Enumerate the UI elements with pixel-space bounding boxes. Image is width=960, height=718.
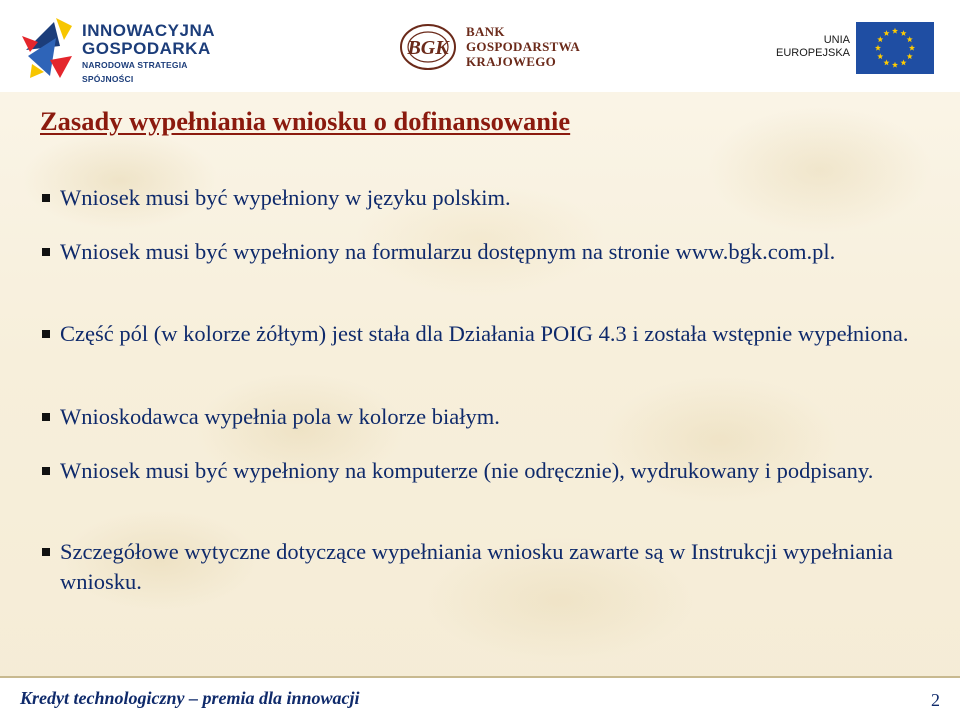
bullet-text: Wniosek musi być wypełniony na komputerze (nie odręcznie), wydrukowany i podpisany. xyxy=(60,458,874,483)
ig-logo-line2: GOSPODARKA xyxy=(82,39,211,58)
ig-star-icon xyxy=(20,16,76,80)
square-bullet-icon xyxy=(42,194,50,202)
square-bullet-icon xyxy=(42,548,50,556)
list-item xyxy=(40,402,930,432)
list-item xyxy=(40,456,930,486)
bgk-logo-text xyxy=(466,24,580,69)
bgk-monogram-icon xyxy=(398,20,458,74)
slide-footer xyxy=(0,676,960,718)
eu-flag-icon xyxy=(856,22,934,74)
ig-logo-line3: NARODOWA STRATEGIA SPÓJNOŚCI xyxy=(82,60,188,84)
square-bullet-icon xyxy=(42,330,50,338)
bullet-text: Część pól (w kolorze żółtym) jest stała dla Działania POIG 4.3 i została wstępnie wypełniona. xyxy=(60,321,909,346)
bgk-logo-line1: BANK xyxy=(466,24,505,39)
list-item xyxy=(40,319,930,349)
list-item xyxy=(40,537,930,596)
page-number: 2 xyxy=(931,690,940,710)
eu-logo-line2: EUROPEJSKA xyxy=(776,47,850,59)
ig-logo-text xyxy=(82,22,240,86)
innowacyjna-gospodarka-logo xyxy=(20,14,240,84)
bgk-monogram-text: BGK xyxy=(407,37,449,59)
eu-logo-text xyxy=(770,34,850,60)
eu-logo-line1: UNIA xyxy=(823,34,850,46)
bullet-text: Wnioskodawca wypełnia pola w kolorze białym. xyxy=(60,404,500,429)
bullet-text: Szczegółowe wytyczne dotyczące wypełniania wniosku zawarte są w Instrukcji wypełniania wniosku. xyxy=(60,539,893,594)
eu-logo xyxy=(770,22,940,76)
slide-header xyxy=(0,0,960,92)
square-bullet-icon xyxy=(42,248,50,256)
bullet-text: Wniosek musi być wypełniony w języku polskim. xyxy=(60,185,511,210)
bgk-logo-line2: GOSPODARSTWA xyxy=(466,39,581,54)
bullet-text: Wniosek musi być wypełniony na formularzu dostępnym na stronie www.bgk.com.pl. xyxy=(60,239,836,264)
bgk-logo xyxy=(398,20,598,74)
square-bullet-icon xyxy=(42,467,50,475)
ig-logo-line1: INNOWACYJNA xyxy=(82,21,216,40)
slide-title: Zasady wypełniania wniosku o dofinansowanie xyxy=(40,106,571,136)
list-item xyxy=(40,237,930,267)
list-item xyxy=(40,183,930,213)
footer-title: Kredyt technologiczny – premia dla innowacji xyxy=(20,688,360,708)
square-bullet-icon xyxy=(42,413,50,421)
bgk-logo-line3: KRAJOWEGO xyxy=(466,54,557,69)
